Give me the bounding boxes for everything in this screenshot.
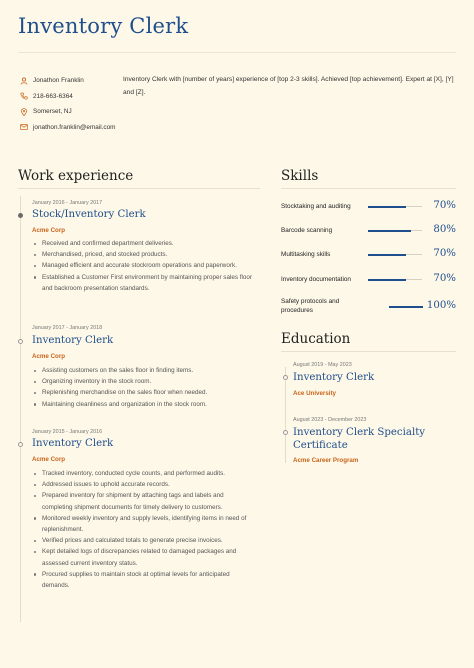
list-item: Addressed issues to uphold accurate records.: [32, 479, 254, 490]
contact-name-text: Jonathon Franklin: [33, 77, 84, 85]
job-title: Inventory Clerk: [32, 335, 114, 346]
job-title: Stock/Inventory Clerk: [32, 209, 146, 220]
timeline-dot: [283, 430, 288, 435]
contact-phone-text[interactable]: 218-663-6364: [33, 92, 73, 100]
list-item: Verified prices and calculated totals to generate precise invoices.: [32, 535, 254, 546]
phone-icon: [20, 92, 28, 100]
contact-email-text[interactable]: jonathon.franklin@email.com: [33, 123, 116, 131]
contact-location-text: Somerset, NJ: [33, 108, 72, 116]
education-school: Acme Career Program: [293, 457, 359, 464]
skill-bar-fill: [368, 230, 411, 232]
education-school: Ace University: [293, 390, 336, 397]
skill-bar: [368, 279, 422, 280]
list-item: Organizing inventory in the stock room.: [32, 376, 254, 387]
resume-title: Inventory Clerk: [18, 14, 189, 38]
skill-name: Inventory documentation: [281, 276, 351, 283]
job-bullets: [32, 468, 254, 591]
contact-phone: [20, 89, 116, 105]
contact-list: [20, 73, 116, 135]
person-icon: [20, 77, 28, 85]
job-company: Acme Corp: [32, 227, 66, 234]
list-item: Managed efficient and accurate stockroom operations and paperwork.: [32, 260, 254, 271]
list-item: Tracked inventory, conducted cycle counts, and performed audits.: [32, 468, 254, 479]
skills-heading: Skills: [281, 168, 319, 184]
skill-bar: [368, 206, 422, 207]
education-dates: August 2023 - December 2023: [293, 417, 367, 423]
list-item: Merchandised, priced, and stocked products.: [32, 249, 254, 260]
job-bullets: [32, 238, 254, 294]
skill-name: Stocktaking and auditing: [281, 203, 351, 210]
list-item: Prepared inventory for shipment by attaching tags and labels and completing shipment documents for timely delivery to customers.: [32, 490, 254, 512]
skill-row: [281, 224, 456, 244]
skill-percent: 70%: [433, 273, 456, 284]
skill-name: Safety protocols and procedures: [281, 298, 340, 314]
work-experience-divider: [18, 188, 260, 189]
skill-percent: 80%: [433, 224, 456, 235]
skill-bar-fill: [368, 254, 406, 256]
work-timeline-line: [20, 196, 21, 622]
profile-summary: Inventory Clerk with [number of years] experience of [top 2-3 skills]. Achieved [top achievement]. Expert at [X], [Y] and [Z].: [123, 76, 454, 96]
timeline-dot: [18, 339, 23, 344]
job-dates: January 2016 - January 2017: [32, 200, 103, 206]
skill-bar-fill: [389, 306, 423, 308]
skill-percent: 70%: [433, 248, 456, 259]
list-item: Monitored weekly inventory and supply levels, identifying items in need of replenishment.: [32, 513, 254, 535]
skill-row: [281, 296, 456, 322]
contact-location: [20, 104, 116, 120]
list-item: Replenishing merchandise on the sales floor when needed.: [32, 387, 254, 398]
contact-name: [20, 73, 116, 89]
job-dates: January 2017 - January 2018: [32, 325, 103, 331]
job-bullets: [32, 365, 254, 410]
timeline-dot: [283, 375, 288, 380]
education-timeline-line: [285, 367, 286, 463]
skill-row: [281, 248, 456, 268]
skill-name: Multitasking skills: [281, 251, 331, 258]
skill-name: Barcode scanning: [281, 227, 333, 234]
job-company: Acme Corp: [32, 353, 66, 360]
job-dates: January 2015 - January 2016: [32, 429, 103, 435]
education-title: Inventory Clerk Specialty Certificate: [293, 427, 426, 451]
list-item: Established a Customer First environment by maintaining proper sales floor and backroom presentation standards.: [32, 272, 254, 294]
timeline-dot: [18, 442, 23, 447]
education-dates: August 2019 - May 2023: [293, 362, 352, 368]
skill-row: [281, 273, 456, 293]
timeline-dot: [18, 213, 23, 218]
list-item: Kept detailed logs of discrepancies related to damaged packages and assessed current inventory status.: [32, 546, 254, 568]
skill-bar-fill: [368, 206, 406, 208]
skill-percent: 100%: [426, 300, 456, 311]
skills-divider: [281, 188, 456, 189]
skill-bar-fill: [368, 279, 406, 281]
list-item: Received and confirmed department deliveries.: [32, 238, 254, 249]
skill-bar: [368, 230, 422, 231]
skill-percent: 70%: [433, 200, 456, 211]
list-item: Assisting customers on the sales floor in finding items.: [32, 365, 254, 376]
list-item: Maintaining cleanliness and organization in the stock room.: [32, 399, 254, 410]
education-divider: [281, 351, 456, 352]
education-heading: Education: [281, 331, 351, 347]
skill-bar: [368, 254, 422, 255]
header-divider: [18, 52, 456, 53]
list-item: Procured supplies to maintain stock at optimal levels for anticipated demands.: [32, 569, 254, 591]
job-title: Inventory Clerk: [32, 438, 114, 449]
work-experience-heading: Work experience: [18, 168, 134, 184]
job-company: Acme Corp: [32, 456, 66, 463]
skill-bar: [389, 306, 423, 307]
education-title: Inventory Clerk: [293, 372, 375, 383]
skill-row: [281, 200, 456, 220]
email-icon: [20, 123, 28, 131]
contact-email: [20, 120, 116, 136]
location-pin-icon: [20, 108, 28, 116]
